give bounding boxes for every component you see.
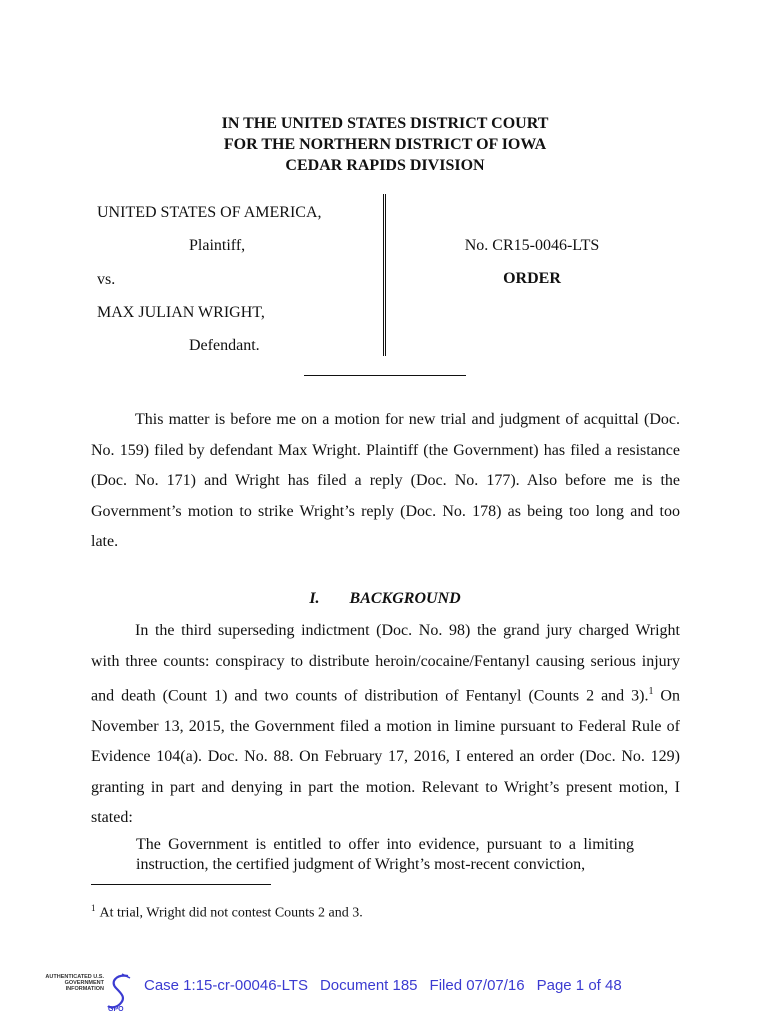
case-number: No. CR15-0046-LTS — [464, 237, 600, 254]
gpo-logo-icon — [106, 972, 132, 1012]
background-text-2: On November 13, 2015, the Government filed a motion in limine pursuant to Federal Rule of Evidence 104(a). Doc. No. 88. On February 17, 2016, I entered an order (Doc. No. 129) granting in part and denying in part the motion. Relevant to Wright’s present motion, I stated: — [91, 687, 680, 827]
versus-label: vs. — [97, 271, 116, 288]
section-title: BACKGROUND — [349, 590, 461, 607]
plaintiff-name: UNITED STATES OF AMERICA, — [97, 204, 322, 221]
footnote-number: 1 — [91, 903, 96, 913]
section-heading — [0, 590, 770, 608]
defendant-name: MAX JULIAN WRIGHT, — [97, 304, 265, 321]
footer-document: Document 185 — [319, 977, 418, 994]
plaintiff-role: Plaintiff, — [189, 237, 246, 254]
footnote — [91, 903, 363, 922]
background-text-1: In the third superseding indictment (Doc. No. 98) the grand jury charged Wright with three counts: conspiracy to distribute heroin/cocaine/Fentanyl causing serious injury and death (Count 1) and two counts of distribution of Fentanyl (Counts 2 and 3). — [91, 622, 680, 705]
intro-text: This matter is before me on a motion for new trial and judgment of acquittal (Doc. No. 159) filed by defendant Max Wright. Plaintiff (the Government) has filed a resistance (Doc. No. 171) and Wright has filed a reply (Doc. No. 177). Also before me is the Government’s motion to strike Wright’s reply (Doc. No. 178) as being too long and too late. — [91, 411, 680, 550]
footnote-divider — [91, 884, 271, 885]
footnote-text: At trial, Wright did not contest Counts 2 and 3. — [99, 905, 363, 921]
gpo-seal — [44, 972, 134, 1012]
section-number: I. — [309, 590, 320, 607]
defendant-role: Defendant. — [189, 337, 260, 354]
document-type: ORDER — [503, 270, 561, 287]
court-header-line-3: CEDAR RAPIDS DIVISION — [285, 157, 485, 174]
filing-footer — [144, 977, 634, 994]
gpo-seal-text: AUTHENTICATED U.S. GOVERNMENT INFORMATION — [45, 974, 104, 992]
court-header-line-1: IN THE UNITED STATES DISTRICT COURT — [221, 115, 549, 132]
court-header-line-2: FOR THE NORTHERN DISTRICT OF IOWA — [223, 136, 547, 153]
footer-filed: Filed 07/07/16 — [429, 977, 525, 994]
intro-paragraph — [91, 405, 680, 558]
footer-page: Page 1 of 48 — [536, 977, 622, 994]
caption-rule — [304, 375, 466, 376]
background-paragraph — [91, 616, 680, 834]
gpo-logo-text: GPO — [108, 1006, 124, 1012]
court-header — [0, 113, 770, 176]
footer-case: Case 1:15-cr-00046-LTS — [144, 977, 308, 994]
block-quote: The Government is entitled to offer into evidence, pursuant to a limiting instruction, the certified judgment of Wright’s most-recent conviction, — [136, 836, 634, 873]
footnote-reference: 1 — [648, 686, 654, 697]
